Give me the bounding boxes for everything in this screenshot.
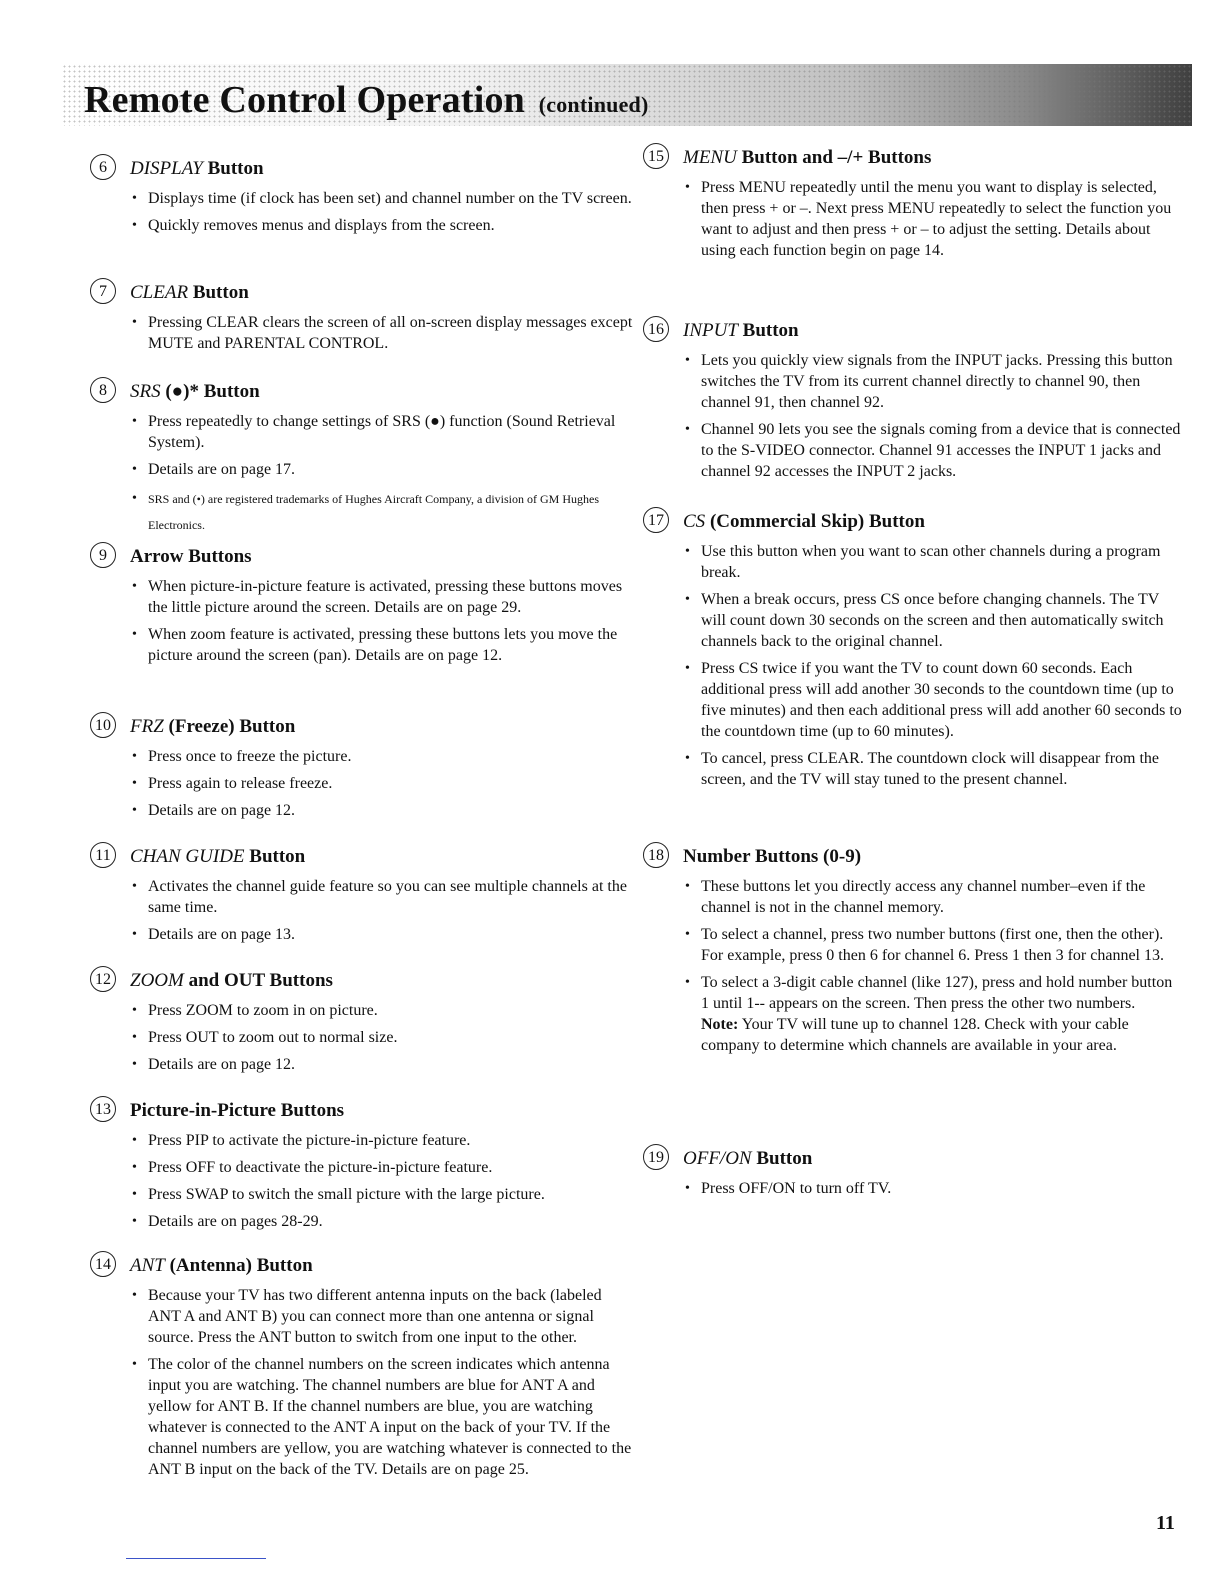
note-text: Your TV will tune up to channel 128. Check with your cable company to determine which channels are available in your area. — [701, 1016, 1129, 1054]
item-number-badge: 7 — [90, 278, 116, 304]
section-frz-button — [90, 716, 635, 827]
section-title: Arrow Buttons — [130, 546, 252, 567]
note-label: Note: — [701, 1016, 739, 1033]
trademark-footnote: • SRS and (•) are registered trademarks of Hughes Aircraft Company, a division of GM Hughes Electronics. — [90, 486, 635, 538]
bullet-item: • Pressing CLEAR clears the screen of all on-screen display messages except MUTE and PARENTAL CONTROL. — [90, 312, 635, 354]
section-cs-button — [643, 511, 1183, 796]
bullet-item: • To cancel, press CLEAR. The countdown clock will disappear from the screen, and the TV will stay tuned to the present channel. — [643, 748, 1183, 790]
page-title-text: Remote Control Operation — [84, 79, 526, 121]
section-title: DISPLAY Button — [130, 158, 264, 179]
section-srs-button — [90, 381, 635, 544]
bullet-item: • When picture-in-picture feature is activated, pressing these buttons moves the little picture around the screen. Details are on page 29. — [90, 576, 635, 618]
section-number-buttons — [643, 846, 1183, 1062]
bullet-item: • Activates the channel guide feature so you can see multiple channels at the same time. — [90, 876, 635, 918]
section-title: Picture-in-Picture Buttons — [130, 1100, 345, 1121]
bullet-item: • Displays time (if clock has been set) and channel number on the TV screen. — [90, 188, 635, 209]
section-chan-guide-button — [90, 846, 635, 951]
section-offon-button — [643, 1148, 1183, 1205]
bullet-item: • Because your TV has two different antenna inputs on the back (labeled ANT A and ANT B) you can connect more than one antenna or signal source. Press the ANT button to switch from one input to the other. — [90, 1285, 635, 1348]
section-title: FRZ (Freeze) Button — [130, 716, 296, 737]
bullet-item: • To select a channel, press two number buttons (first one, then the other). For example, press 0 then 6 for channel 6. Press 1 then 3 for channel 13. — [643, 924, 1183, 966]
section-title: INPUT Button — [683, 320, 799, 341]
item-number-badge: 17 — [643, 507, 669, 533]
bullet-item: • Press SWAP to switch the small picture with the large picture. — [90, 1184, 635, 1205]
section-arrow-buttons — [90, 546, 635, 672]
bullet-item: • Press MENU repeatedly until the menu you want to display is selected, then press + or –. Next press MENU repeatedly to select the function you want to adjust and then press + or – to adjust the setting. Details about using each function begin on page 14. — [643, 177, 1183, 261]
page-title — [84, 78, 649, 122]
item-number-badge: 15 — [643, 143, 669, 169]
section-zoom-out-buttons — [90, 970, 635, 1081]
section-display-button — [90, 158, 635, 242]
bullet-item: • Press OUT to zoom out to normal size. — [90, 1027, 635, 1048]
section-title: MENU Button and –/+ Buttons — [683, 147, 932, 168]
item-number-badge: 13 — [90, 1096, 116, 1122]
bullet-item: • When zoom feature is activated, pressing these buttons lets you move the picture around the screen (pan). Details are on page 12. — [90, 624, 635, 666]
bullet-item: • These buttons let you directly access any channel number–even if the channel is not in the channel memory. — [643, 876, 1183, 918]
bullet-item: • Press PIP to activate the picture-in-picture feature. — [90, 1130, 635, 1151]
section-title: ZOOM and OUT Buttons — [130, 970, 333, 991]
page-title-continued: (continued) — [538, 92, 649, 117]
bullet-item: • Press OFF/ON to turn off TV. — [643, 1178, 1183, 1199]
bullet-item — [643, 972, 1183, 1056]
section-title: CLEAR Button — [130, 282, 249, 303]
section-title: ANT (Antenna) Button — [130, 1255, 313, 1276]
bullet-item: • Press repeatedly to change settings of SRS (●) function (Sound Retrieval System). — [90, 411, 635, 453]
section-title: Number Buttons (0-9) — [683, 846, 862, 867]
section-title: SRS (●)* Button — [130, 381, 260, 402]
bullet-item: • Press again to release freeze. — [90, 773, 635, 794]
item-number-badge: 16 — [643, 316, 669, 342]
bullet-item: • Details are on page 13. — [90, 924, 635, 945]
footer-rule — [126, 1558, 266, 1559]
bullet-item: • Use this button when you want to scan other channels during a program break. — [643, 541, 1183, 583]
bullet-item: • Lets you quickly view signals from the INPUT jacks. Pressing this button switches the TV from its current channel directly to channel 90, then channel 91, then channel 92. — [643, 350, 1183, 413]
section-title: CHAN GUIDE Button — [130, 846, 306, 867]
item-number-badge: 14 — [90, 1251, 116, 1277]
section-pip-buttons — [90, 1100, 635, 1238]
section-input-button — [643, 320, 1183, 488]
page-header — [62, 64, 1192, 126]
section-clear-button — [90, 282, 635, 360]
section-ant-button — [90, 1255, 635, 1486]
bullet-item: • Press OFF to deactivate the picture-in-picture feature. — [90, 1157, 635, 1178]
bullet-item: • Channel 90 lets you see the signals coming from a device that is connected to the S-VIDEO connector. Channel 91 accesses the INPUT 1 jacks and channel 92 accesses the INPUT 2 jacks. — [643, 419, 1183, 482]
bullet-item: • Quickly removes menus and displays from the screen. — [90, 215, 635, 236]
bullet-item: • Details are on page 17. — [90, 459, 635, 480]
bullet-text: To select a 3-digit cable channel (like 127), press and hold number button 1 until 1-- appears on the screen. Then press the other two numbers. — [701, 974, 1173, 1012]
bullet-item: • Details are on page 12. — [90, 1054, 635, 1075]
item-number-badge: 18 — [643, 842, 669, 868]
bullet-item: • Details are on pages 28-29. — [90, 1211, 635, 1232]
section-title: CS (Commercial Skip) Button — [683, 511, 925, 532]
item-number-badge: 11 — [90, 842, 116, 868]
page-number: 11 — [1156, 1512, 1175, 1534]
item-number-badge: 8 — [90, 377, 116, 403]
item-number-badge: 12 — [90, 966, 116, 992]
item-number-badge: 10 — [90, 712, 116, 738]
item-number-badge: 9 — [90, 542, 116, 568]
bullet-item: • Press CS twice if you want the TV to count down 60 seconds. Each additional press will add another 30 seconds to the countdown time (up to five minutes) and then each additional press will add another 60 seconds to the countdown time (up to 60 minutes). — [643, 658, 1183, 742]
bullet-item: • Press ZOOM to zoom in on picture. — [90, 1000, 635, 1021]
item-number-badge: 19 — [643, 1144, 669, 1170]
section-title: OFF/ON Button — [683, 1148, 813, 1169]
bullet-item: • When a break occurs, press CS once before changing channels. The TV will count down 30 seconds on the screen and then automatically switch channels back to the original channel. — [643, 589, 1183, 652]
bullet-item: • Details are on page 12. — [90, 800, 635, 821]
bullet-item: • The color of the channel numbers on the screen indicates which antenna input you are watching. The channel numbers are blue for ANT A and yellow for ANT B. If the channel numbers are blue, you are watching whatever is connected to the ANT A input on the back of your TV. If the channel numbers are yellow, you are watching whatever is connected to the ANT B input on the back of the TV. Details are on page 25. — [90, 1354, 635, 1480]
item-number-badge: 6 — [90, 154, 116, 180]
bullet-item: • Press once to freeze the picture. — [90, 746, 635, 767]
section-menu-buttons — [643, 147, 1183, 267]
